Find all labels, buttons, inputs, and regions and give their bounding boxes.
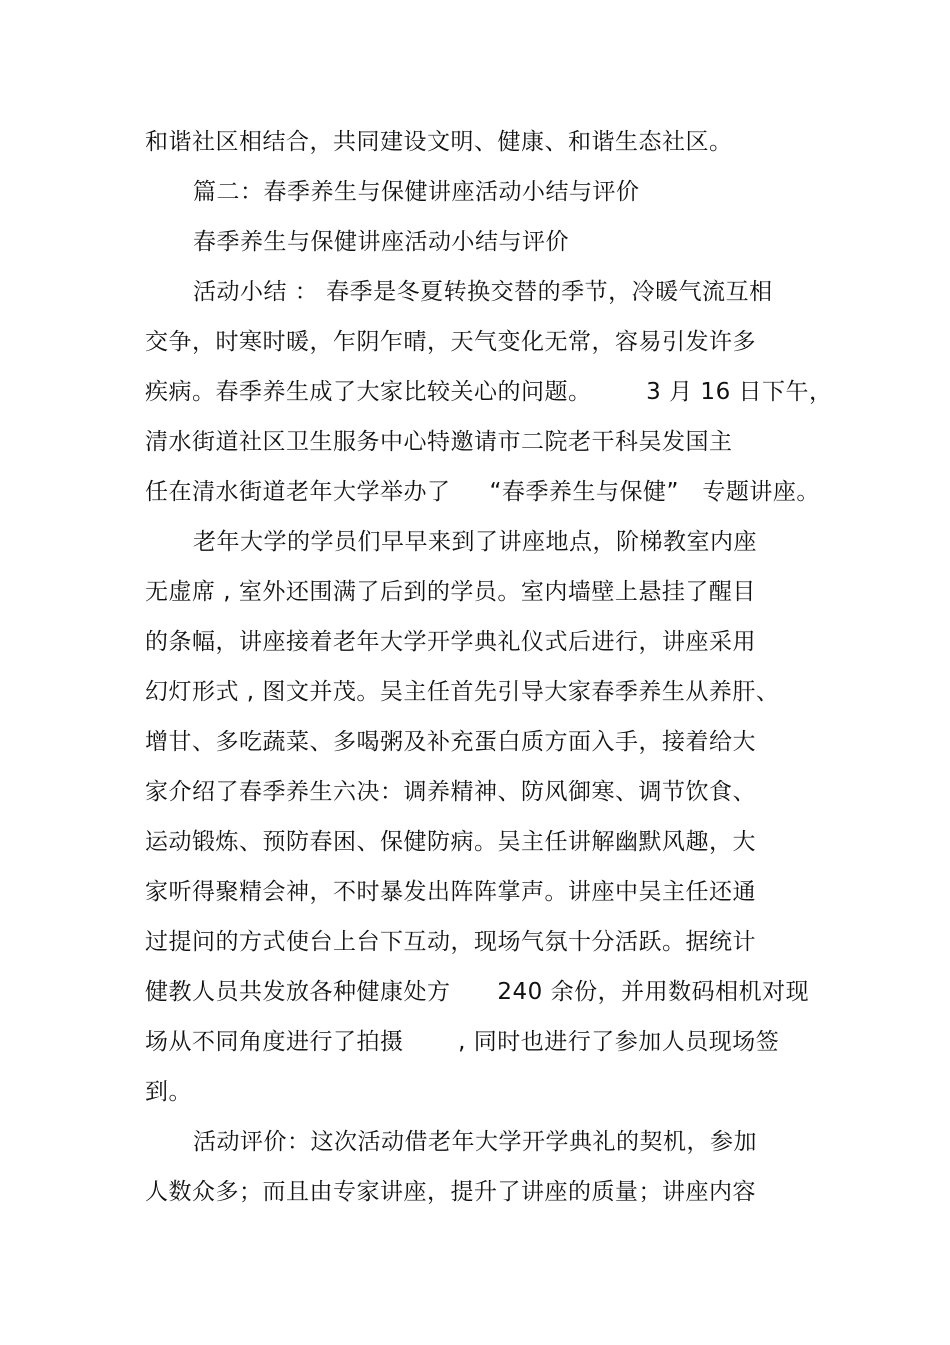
text-line: 活动小结 ： 春季是冬夏转换交替的季节，冷暖气流互相 — [193, 279, 773, 305]
text-line: 家介绍了春季养生六决：调养精神、防风御寒、调节饮食、 — [145, 779, 756, 805]
text-line: 任在清水街道老年大学举办了 “春季养生与保健” 专题讲座。 — [145, 479, 820, 505]
text-line: 疾病。春季养生成了大家比较关心的问题。 3 月 16 日下午， — [145, 379, 833, 405]
text-line: 幻灯形式 , 图文并茂。吴主任首先引导大家春季养生从养肝、 — [145, 679, 780, 705]
text-line: 活动评价：这次活动借老年大学开学典礼的契机，参加 — [193, 1129, 757, 1155]
text-line: 健教人员共发放各种健康处方 240 余份，并用数码相机对现 — [145, 979, 810, 1005]
section-heading: 篇二：春季养生与保健讲座活动小结与评价 — [193, 179, 640, 205]
text-line: 运动锻炼、预防春困、保健防病。吴主任讲解幽默风趣，大 — [145, 829, 756, 855]
text-line: 家听得聚精会神，不时暴发出阵阵掌声。讲座中吴主任还通 — [145, 879, 756, 905]
text-line: 人数众多；而且由专家讲座，提升了讲座的质量；讲座内容 — [145, 1179, 756, 1205]
text-line: 增甘、多吃蔬菜、多喝粥及补充蛋白质方面入手，接着给大 — [145, 729, 756, 755]
text-line: 场从不同角度进行了拍摄 , 同时也进行了参加人员现场签 — [145, 1029, 780, 1055]
text-line: 到。 — [145, 1079, 192, 1105]
text-line: 清水街道社区卫生服务中心特邀请市二院老干科吴发国主 — [145, 429, 733, 455]
text-line: 和谐社区相结合，共同建设文明、健康、和谐生态社区。 — [145, 129, 733, 155]
text-line: 的条幅，讲座接着老年大学开学典礼仪式后进行，讲座采用 — [145, 629, 756, 655]
article-title: 春季养生与保健讲座活动小结与评价 — [193, 229, 569, 255]
text-line: 无虚席 , 室外还围满了后到的学员。室内墙壁上悬挂了醒目 — [145, 579, 756, 605]
text-line: 老年大学的学员们早早来到了讲座地点，阶梯教室内座 — [193, 529, 757, 555]
text-line: 过提问的方式使台上台下互动，现场气氛十分活跃。据统计 — [145, 929, 756, 955]
text-line: 交争，时寒时暖，乍阴乍晴，天气变化无常，容易引发许多 — [145, 329, 756, 355]
